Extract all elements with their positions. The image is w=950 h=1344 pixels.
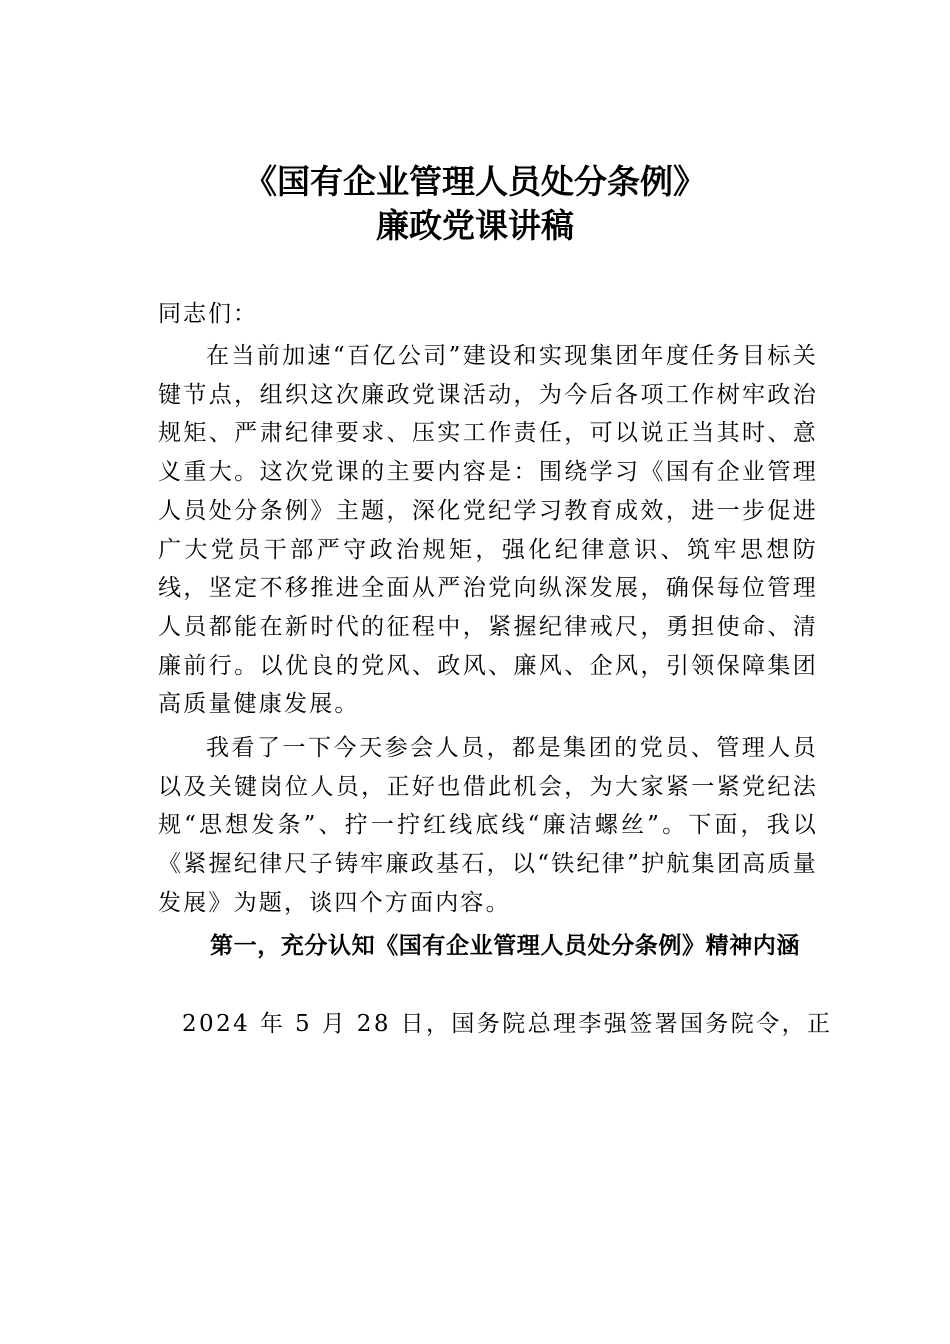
title-line-1: 《国有企业管理人员处分条例》	[244, 162, 706, 201]
section-1-first-line: 2024 年 5 月 28 日，国务院总理李强签署国务院令，正	[182, 1011, 833, 1037]
paragraph-outline: 我看了一下今天参会人员，都是集团的党员、管理人员以及关键岗位人员，正好也借此机会，为大家紧一紧党纪法规“思想发条”、拧一拧红线底线“廉洁螺丝”。下面，我以《紧握纪律尺子铸牢廉政基石，以“铁纪律”护航集团高质量发展》为题，谈四个方面内容。	[158, 735, 818, 916]
paragraph-intro: 在当前加速“百亿公司”建设和实现集团年度任务目标关键节点，组织这次廉政党课活动，为今后各项工作树牢政治规矩、严肃纪律要求、压实工作责任，可以说正当其时、意义重大。这次党课的主要内容是：围绕学习《国有企业管理人员处分条例》主题，深化党纪学习教育成效，进一步促进广大党员干部严守政治规矩，强化纪律意识、筑牢思想防线，坚定不移推进全面从严治党向纵深发展，确保每位管理人员都能在新时代的征程中，紧握纪律戒尺，勇担使命、清廉前行。以优良的党风、政风、廉风、企风，引领保障集团高质量健康发展。	[158, 343, 818, 718]
salutation: 同志们：	[158, 301, 258, 327]
title-line-2: 廉政党课讲稿	[376, 206, 574, 245]
section-heading-1: 第一，充分认知《国有企业管理人员处分条例》精神内涵	[210, 933, 800, 959]
document-title	[0, 160, 950, 248]
